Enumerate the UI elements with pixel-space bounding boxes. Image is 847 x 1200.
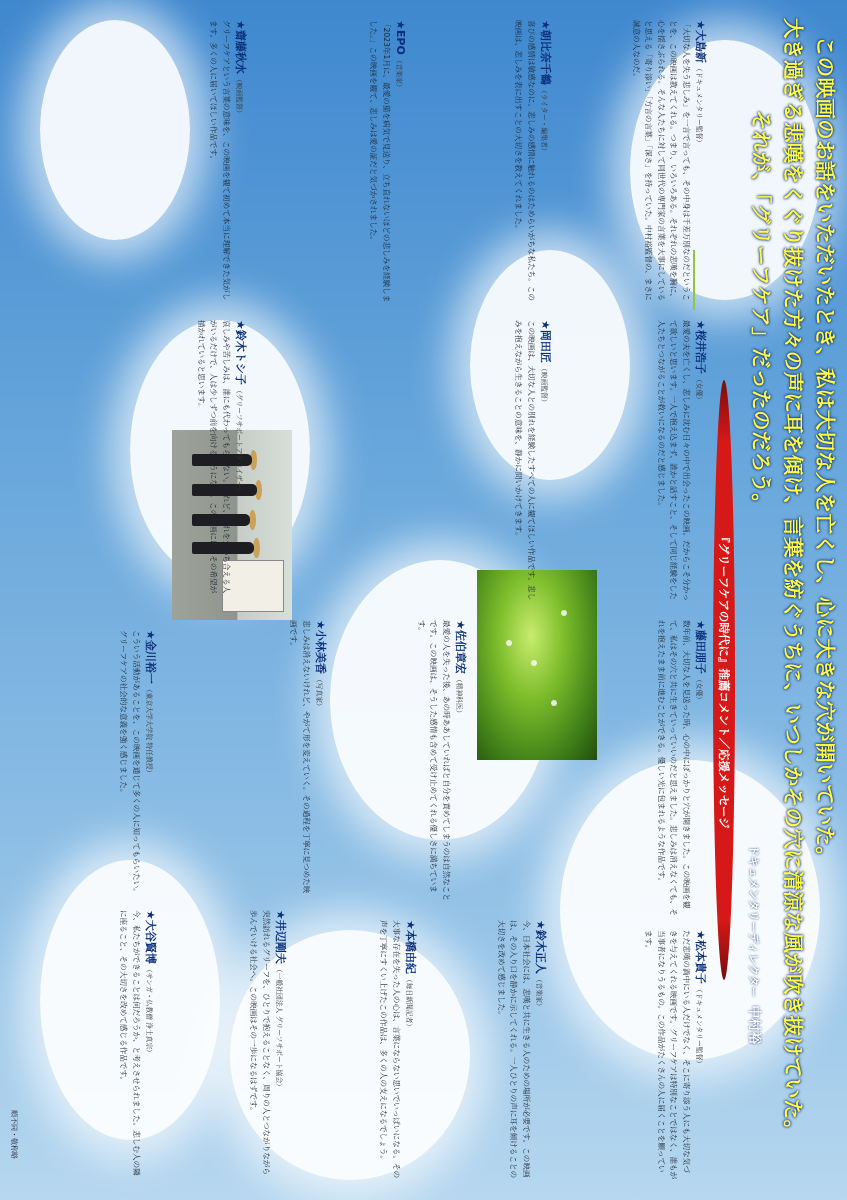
comment-name: ★朝比奈千鶴（ライター・編集者） — [539, 20, 552, 155]
comment-name: ★藤田朋子（女優） — [694, 620, 707, 704]
comment-block — [292, 920, 417, 1180]
comment-text: 哀しみや苦しみは、誰にも代わってもらえない。けれど、それを分かち合える人がいるだけで、人は少しずつ前を向けるようになる。この映画には、その希望が描かれていると思います。 — [196, 320, 231, 594]
separator — [693, 250, 695, 310]
comment-block — [552, 930, 707, 1180]
footer-note: 順不同・敬称略 — [10, 1110, 18, 1159]
comment-name: ★EPO（音楽家） — [394, 20, 407, 91]
comment-name: ★桜井浩子（女優） — [694, 320, 707, 404]
comment-name: ★松本貴子（ドキュメンタリー監督） — [694, 930, 707, 1068]
comment-text: 数年前、大切な人を見送った時、心の中にぽっかりと穴が開きました。この映画を観て、私はその穴と共に生きていっていいのだと思えました。悲しみは消えなくても、それを抱えたまま前に進むことができる。優しい光に包まれるような作品です。 — [656, 620, 691, 916]
comment-name: ★齋藤秋水（映画監督） — [234, 20, 247, 117]
comment-block — [42, 910, 157, 1180]
headline-line-2: 大き過ぎる悲嘆をくぐり抜けた方々の声に耳を傾け、言葉を紡ぐうちに、いつしかその穴に清涼な風が吹き抜けていた。 — [781, 18, 805, 1141]
comment-text: 今、私たちができることは何だろうか、と考えさせられました。悲しむ人の隣に座ること、その大切さを改めて感じる作品です。 — [119, 910, 141, 1176]
comment-text: 悲しみは消えないけれど、やがて形を変えていく。その過程を丁寧に見つめた映画です。 — [289, 620, 311, 894]
comment-text: 最愛の夫を亡くし、悲しみに沈む日々の中で出会ったこの映画。だからこそ分かって欲しいと思います。一人で抱え込まず、誰かと話すこと、そして同じ経験をした人たちとつながることが救いになるのだと感じました。 — [656, 320, 691, 601]
comment-text: 最愛の人を失った後、あの時ああしていればと自分を責めてしまうのは自然なことです。この映画は、そうした感情も含めて受け止めてくれる優しさに満ちています。 — [416, 620, 451, 901]
comment-block — [552, 320, 707, 605]
comment-block — [232, 620, 327, 900]
comment-block — [552, 20, 707, 305]
credit-name: 中村裕 — [746, 1005, 761, 1045]
comment-block — [407, 20, 552, 305]
comment-text: 「2023年1月に、最愛の猫を病気で見送り、立ち直れないほどの悲しみを経験しました。」この映画を観て、悲しみは愛の証だと気づかされました。 — [369, 20, 391, 303]
comment-text: この映画は、大切な人との別れを経験したすべての人に観てほしい作品です。悲しみを抱えながら生きることの意味を、静かに問いかけてきます。 — [514, 320, 536, 601]
comment-text: 突然訪れるグリーフを、ひとりで抱えることなく、周りの人とつながりながら歩んでいける社会へ。この映画はその一歩になるはずです。 — [249, 910, 271, 1176]
comment-block — [172, 910, 287, 1180]
comment-text: 喜びの感情は敏感なのに、悲しみの感情に触れるのはためらいがちな私たち。この映画は、悲しみを表に出すことの大切さを教えてくれました。 — [514, 20, 536, 301]
comment-block — [322, 620, 467, 905]
comment-name: ★佐伯章宏（精神科医） — [454, 620, 467, 717]
comment-text: ただ悲嘆の渦中にいる人だけでなく、そこに寄り添う人にも大切な気づきを与えてくれる映画です。グリーフケアは特別なことではなく、誰もが当事者になりうるもの。この作品がたくさんの人に届くことを願っています。 — [644, 930, 691, 1180]
comment-text: グリーフケアという言葉の意味を、この映画を観て初めて本当に理解できた気がします。多くの人に届いてほしい作品です。 — [209, 20, 231, 301]
comment-name: ★大谷賢博（サンガ・仏教僧 浄土真宗） — [144, 910, 157, 1057]
comment-name: ★金川裕一（東京大学大学院 特任教授） — [144, 630, 157, 777]
comment-block — [132, 320, 247, 600]
comment-name: ★本橋由紀（毎日新聞記者） — [404, 920, 417, 1031]
comment-block — [42, 630, 157, 900]
comment-block — [412, 920, 547, 1180]
comment-text: 「大切な人を失う悲しみ」を一言で言っても、その中身は千差万別なのだということを、この映画は教えてくれる。つまり、いろいろある。それぞれの悲嘆を胸に、心を揺さぶられる。そんな人たちに対して同世代の専門家の言葉を大事にしていると思える「寄り添い」「方言の言葉」「深さ」を持っていた。中村裕監督の、まさに誠意の人なのだ。 — [631, 20, 691, 301]
comment-block — [252, 20, 407, 305]
headline-line-1: この映画のお話をいただいたとき、私は大切な人を亡くし、心に大きな穴が開いていた。 — [813, 36, 837, 868]
comment-name: ★鈴木正人（音楽家） — [534, 920, 547, 1010]
comment-text: 大事な存在を失った人の心は、言葉にならない思いでいっぱいになる。その声を丁寧にすくい上げたこの作品は、多くの人の支えになるでしょう。 — [379, 920, 401, 1179]
director-credit — [746, 845, 765, 1044]
comment-block — [407, 320, 552, 605]
comment-banner: 『グリーフケアの時代に』推薦コメント／応援メッセージ — [713, 380, 735, 980]
comment-block — [112, 20, 247, 305]
comment-text: こういう活動があることを、この映画を通じて多くの人に知ってもらいたい。グリーフケアの社会的な意義を強く感じました。 — [119, 630, 141, 896]
credit-role: ドキュメンタリーディレクター — [747, 845, 760, 998]
comment-name: ★井辺剛夫（一般社団法人 グリーフサポート協会） — [274, 910, 287, 1091]
comment-name: ★岡田匠（映画監督） — [539, 320, 552, 406]
comment-name: ★小林美香（写真家） — [314, 620, 327, 710]
headline-line-3: それが、「グリーフケア」だったのだろう。 — [749, 110, 773, 515]
comment-name: ★大島新（ドキュメンタリー監督） — [694, 20, 707, 147]
comment-text: 今、日本社会には、悲嘆と共に生きる人のための場所が必要です。この映画は、その入り口を静かに示してくれる。一人ひとりの声に耳を傾けることの大切さを改めて感じました。 — [496, 920, 531, 1179]
comment-name: ★鈴木トシ子（グリーフサポートアドバイザー） — [234, 320, 247, 495]
